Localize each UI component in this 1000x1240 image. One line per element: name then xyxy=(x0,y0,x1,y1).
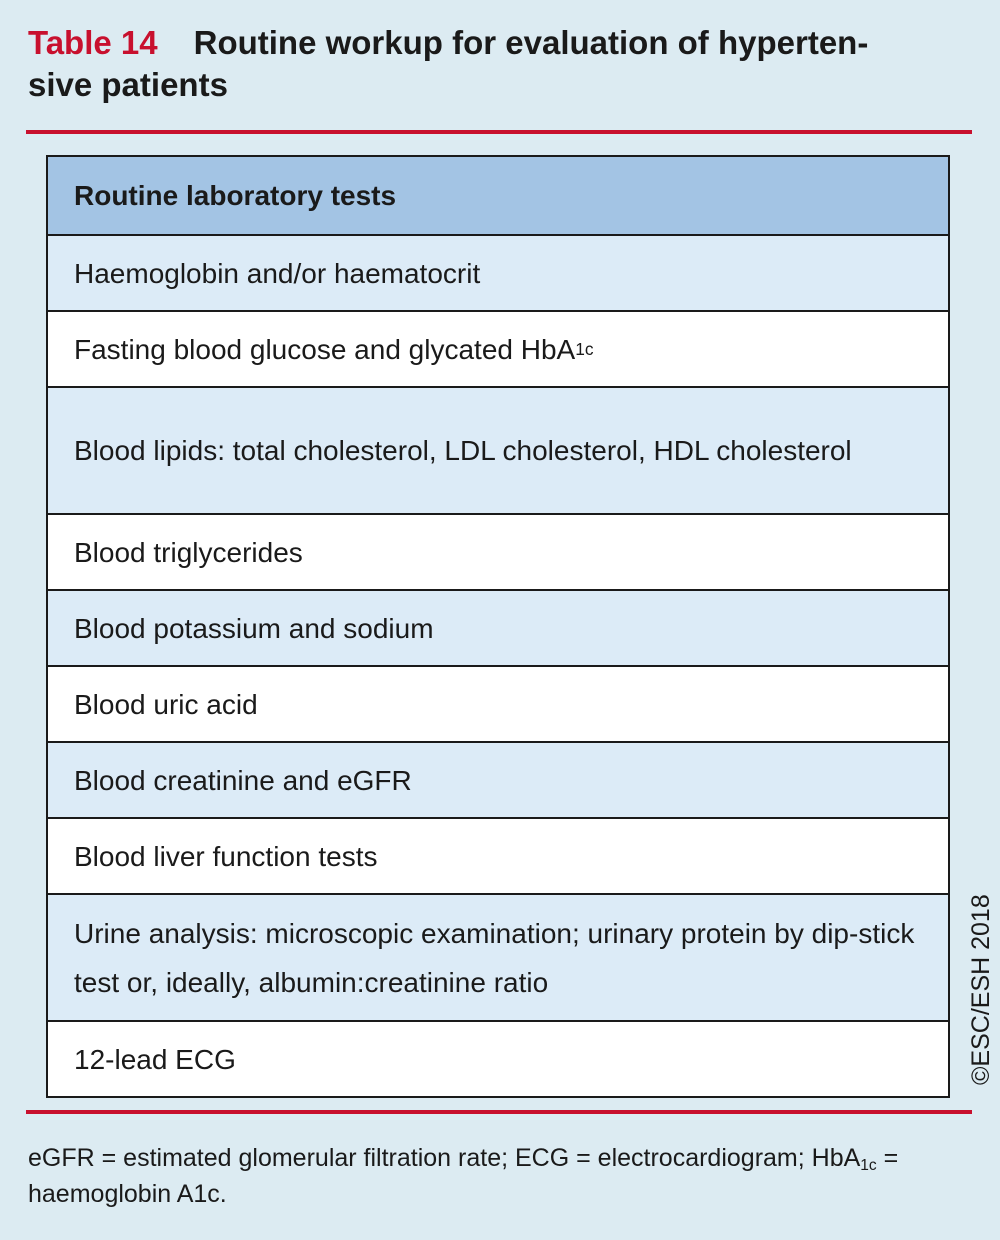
table-row: Blood lipids: total cholesterol, LDL cholesterol, HDL cholesterol xyxy=(48,386,948,513)
table-row: Blood uric acid xyxy=(48,665,948,741)
copyright-notice: ©ESC/ESH 2018 xyxy=(967,894,995,1085)
table-row: Urine analysis: microscopic examination; urinary protein by dip-stick test or, ideally, albumin:creatinine ratio xyxy=(48,893,948,1020)
row-text: Fasting blood glucose and glycated HbA xyxy=(74,333,576,365)
top-rule xyxy=(26,130,972,134)
bottom-rule xyxy=(26,1110,972,1114)
table-row: Blood potassium and sodium xyxy=(48,589,948,665)
footnote-part1: eGFR = estimated glomerular filtration rate; ECG = electrocardiogram; HbA xyxy=(28,1144,861,1172)
table-row: Blood creatinine and eGFR xyxy=(48,741,948,817)
footnote-part2: = haemoglobin A1c. xyxy=(28,1144,899,1208)
table-row: Blood liver function tests xyxy=(48,817,948,893)
table-row: 12-lead ECG xyxy=(48,1020,948,1096)
footnote-subscript: 1c xyxy=(860,1156,877,1174)
table-header: Routine laboratory tests xyxy=(48,157,948,234)
table-row: Fasting blood glucose and glycated HbA 1c xyxy=(48,310,948,386)
table-row: Blood triglycerides xyxy=(48,513,948,589)
table-title xyxy=(28,22,978,106)
table-number: Table 14 xyxy=(28,24,158,61)
footnote xyxy=(28,1140,978,1212)
lab-tests-table xyxy=(46,155,950,1098)
table-row: Haemoglobin and/or haematocrit xyxy=(48,234,948,310)
table-title-text: Routine workup for evaluation of hyperten- sive patients xyxy=(28,24,869,103)
